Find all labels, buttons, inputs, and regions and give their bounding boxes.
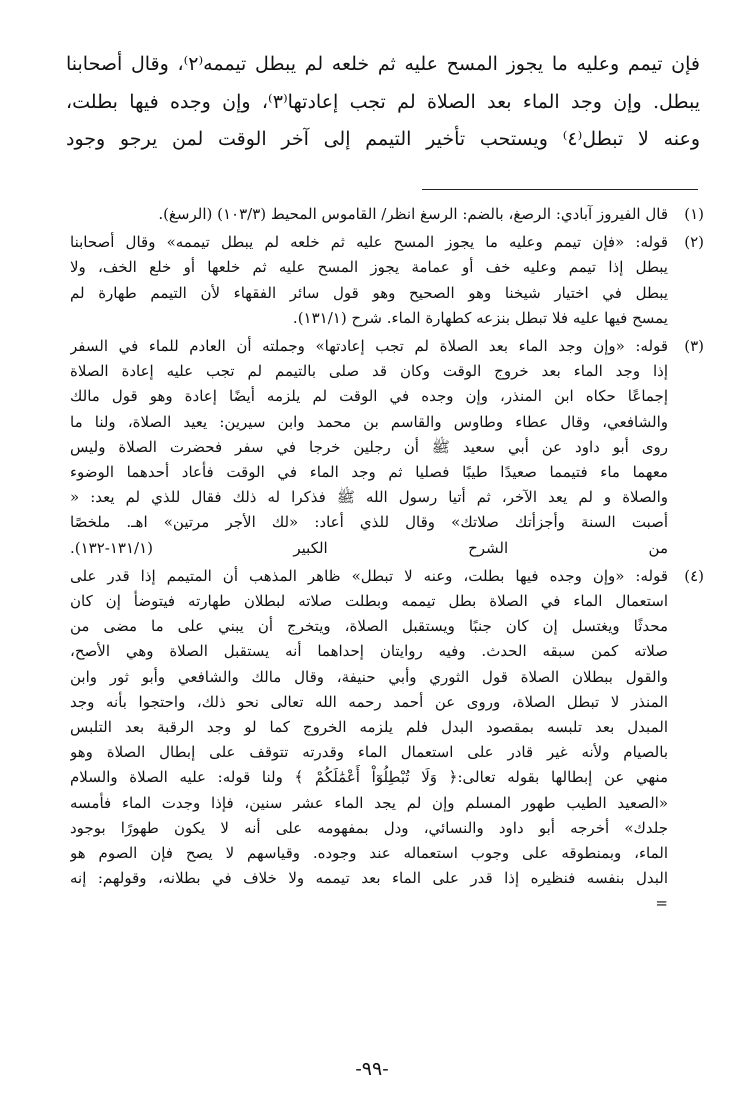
footnote-line: والقول ببطلان الصلاة قول الثوري وأبي حنيفة، وقال مالك والشافعي وأبو ثور وابن [70,667,668,686]
footnote-line: من الشرح الكبير (١٣١/١-١٣٢). [70,538,668,557]
footnote-line: منهي عن إبطالها بقوله تعالى:﴿ وَلَا تُبْطِلُوٓاْ أَعْمَٰلَكُمْ ﴾ ولنا قوله: عليه الصلاة والسلام [70,768,668,787]
footnote-1 [70,202,704,227]
footnote-line: البدل بنفسه فنظيره إذا قدر على الماء بعد تيممه ولا خلاف في بطلانه، وقولهم: إنه [70,869,668,888]
footnote-number: (١) [684,205,704,223]
footnotes [70,202,704,920]
main-line: وعنه لا تبطل⁽٤⁾ ويستحب تأخير التيمم إلى آخر الوقت لمن يرجو وجود [66,128,700,150]
footnote-line: أصبت السنة وأجزأتك صلاتك» وقال للذي أعاد: «لك الأجر مرتين» اهـ. ملخصًا [70,513,668,532]
footnote-4 [70,564,704,917]
footnote-line: إجماعًا حكاه ابن المنذر، وإن وجده في الوقت لم يلزمه أيضًا إعادة وهو قول مالك [70,387,668,406]
footnote-line: استعمال الماء في الصلاة بطل تيممه وبطلت صلاته لبطلان طهارته فيتوضأ إن كان [70,592,668,611]
footnote-line: بالصيام ولأنه غير قادر على استعمال الماء وقدرته تتوقف على إبطال الصلاة وهو [70,743,668,762]
footnote-line: صلاته كمن سبقه الحدث. وفيه روايتان إحداهما أنه يستقبل الصلاة وهي الأصح، [70,642,668,661]
main-line: يبطل. وإن وجد الماء بعد الصلاة لم تجب إعادتها⁽٣⁾، وإن وجده فيها بطلت، [66,90,700,113]
page-number: -٩٩- [355,1058,389,1080]
main-text [66,46,700,159]
footnote-line: المبدل بعد تلبسه بمقصود البدل فلم يلزمه الخروج كما لو وجد الرقبة بعد التلبس [70,718,668,737]
footnote-line: والشافعي، وقال عطاء وطاوس والقاسم بن محمد وابن سيرين: يعيد الصلاة، ولنا ما [70,412,668,431]
footnote-line: روى أبو داود عن أبي سعيد ﷺ أن رجلين خرجا في سفر فحضرت الصلاة وليس [70,437,668,456]
footnote-body [70,230,668,331]
footnote-line: يمسح فيها عليه فلا تبطل بنزعه كطهارة الماء. شرح (١٣١/١). [292,308,668,327]
footnote-line: قال الفيروز آبادي: الرصغ، بالضم: الرسغ انظر/ القاموس المحيط (١٠٣/٣) (الرسغ). [158,205,668,223]
footnote-line: = [655,894,668,913]
footnote-body [70,334,668,561]
footnote-line: جلدك» أخرجه أبو داود والنسائي، ودل بمفهومه على أنه لا يكون طهورًا بوجود [70,818,668,837]
footnote-line: معهما ماء فتيمما صعيدًا طيبًا فصليا ثم وجد الماء في الوقت فأعاد أحدهما الوضوء [70,463,668,482]
footnote-line: يبطل في اختيار شيخنا وهو الصحيح وهو قول سائر الفقهاء لأن التيمم طهارة لم [70,283,668,302]
footnote-line: إذا وجد الماء بعد خروج الوقت وكان قد صلى بالتيمم لم تجب عليه إعادة الصلاة [70,362,668,381]
footnote-line: الماء، وبمنطوقه على وجوب استعماله عند وجوده. وقياسهم لا يصح فإن الصوم هو [70,844,668,863]
footnote-line: قوله: «وإن وجده فيها بطلت، وعنه لا تبطل» ظاهر المذهب أن المتيمم إذا قدر على [70,566,668,585]
footnote-number: (٤) [684,566,704,585]
footnote-line: «الصعيد الطيب طهور المسلم وإن لم يجد الماء عشر سنين، فإذا وجدت الماء فأمسه [70,793,668,812]
footnote-line: والصلاة و لم يعد الآخر، ثم أتيا رسول الله ﷺ فذكرا له ذلك فقال للذي لم يعد: « [70,488,668,507]
footnote-body [70,202,668,227]
footnote-number: (٢) [684,233,704,252]
footnote-line: محدثًا ويغتسل إن كان جنبًا ويستقبل الصلاة، ويتخرج أن يبني على ما مضى من [70,617,668,636]
footnote-2 [70,230,704,331]
footnote-line: المنذر لا تبطل الصلاة، وروى عن أحمد رحمه الله تعالى نحو ذلك، واحتجوا بأنه وجد [70,692,668,711]
footnote-number: (٣) [684,337,704,356]
footnote-line: يبطل إذا تيمم وعليه خف أو عمامة يجوز المسح عليه ثم خلعها أو خلع الخف، ولا [70,258,668,277]
footnote-separator [422,189,698,190]
footnote-line: قوله: «فإن تيمم وعليه ما يجوز المسح عليه ثم خلعه لم يبطل تيممه» وقال أصحابنا [70,233,668,252]
footnote-line: قوله: «وإن وجد الماء بعد الصلاة لم تجب إعادتها» وجملته أن العادم للماء في السفر [70,337,668,356]
footnote-body [70,564,668,917]
footnote-3 [70,334,704,561]
main-line: فإن تيمم وعليه ما يجوز المسح عليه ثم خلعه لم يبطل تيممه⁽٢⁾، وقال أصحابنا [66,53,700,75]
